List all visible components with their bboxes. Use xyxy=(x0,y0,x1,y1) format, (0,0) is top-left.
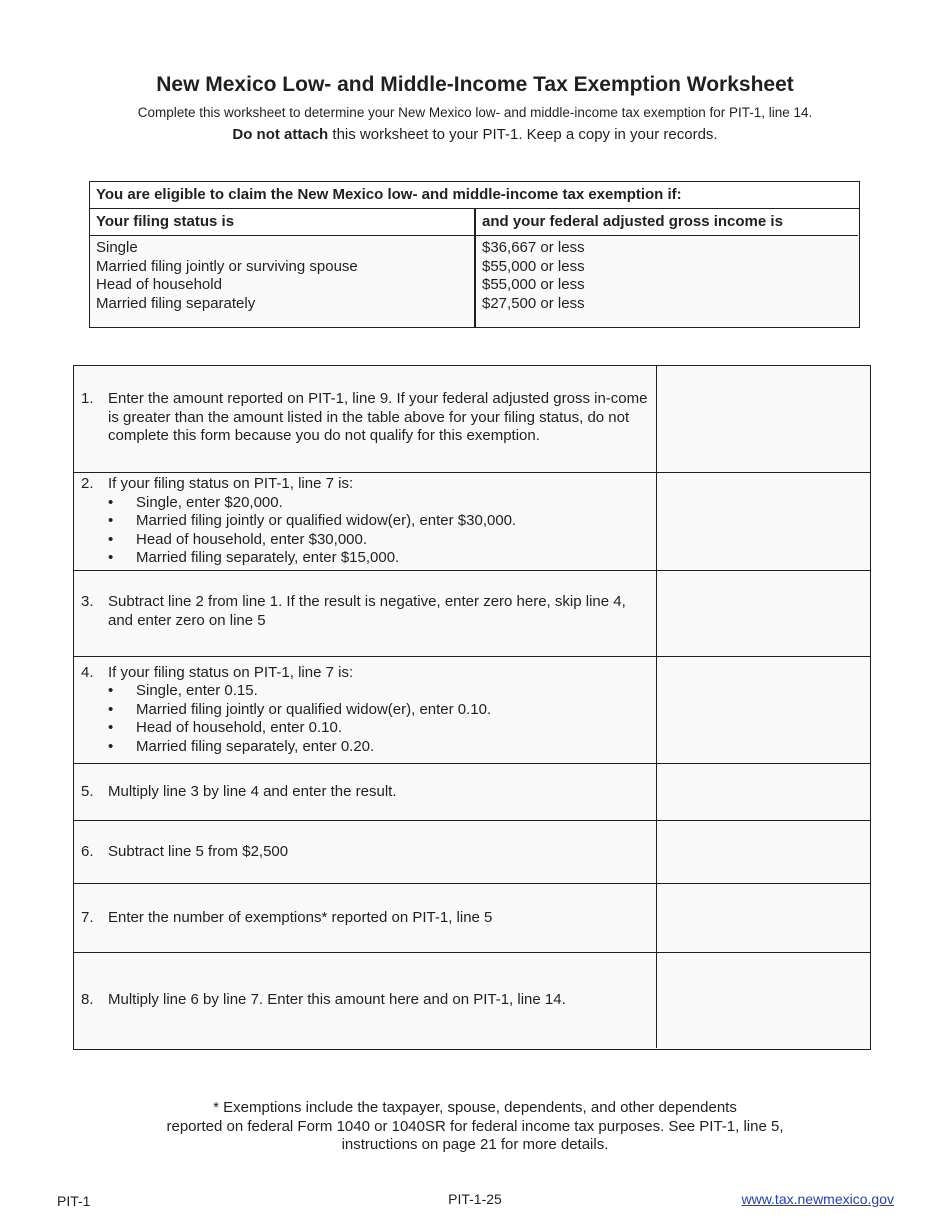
line-6-text-cell xyxy=(74,821,657,883)
footnote-line: * Exemptions include the taxpayer, spouse, dependents, and other dependents xyxy=(213,1099,737,1116)
worksheet-line-3 xyxy=(74,571,870,657)
line-text: Enter the amount reported on PIT-1, line 9. If your federal adjusted gross in-come is greater than the amount listed in the table above for your filing status, do not complete this form because you do not qualify for this exemption. xyxy=(108,390,648,445)
line-2-amount-field[interactable] xyxy=(657,473,870,570)
income-cell: $27,500 or less xyxy=(482,294,585,312)
bullet-text: Married filing jointly or qualified widow(er), enter 0.10. xyxy=(136,700,492,718)
bullet-text: Married filing separately, enter 0.20. xyxy=(136,737,375,755)
bullet-item xyxy=(74,738,656,757)
line-number: 2. xyxy=(81,475,94,493)
bullet-icon: • xyxy=(108,700,114,718)
bullet-text: Head of household, enter $30,000. xyxy=(136,530,368,548)
bullet-item xyxy=(74,549,656,568)
bullet-icon: • xyxy=(108,493,114,511)
line-3-amount-field[interactable] xyxy=(657,571,870,656)
line-text: Multiply line 6 by line 7. Enter this amount here and on PIT-1, line 14. xyxy=(108,991,566,1009)
bullet-icon: • xyxy=(108,512,114,530)
footnote-line: instructions on page 21 for more details. xyxy=(341,1136,609,1154)
attach-note xyxy=(0,126,950,143)
line-text: Enter the number of exemptions* reported on PIT-1, line 5 xyxy=(108,908,493,926)
worksheet-table xyxy=(73,365,871,1050)
bullet-item xyxy=(74,719,656,738)
worksheet-line-6 xyxy=(74,821,870,884)
line-5-amount-field[interactable] xyxy=(657,764,870,820)
bullet-item xyxy=(74,682,656,701)
line-8-text-cell xyxy=(74,953,657,1048)
line-8-amount-field[interactable] xyxy=(657,953,870,1048)
line-4-text-cell xyxy=(74,657,657,763)
bullet-text: Single, enter $20,000. xyxy=(136,493,283,511)
line-2-text-cell xyxy=(74,473,657,570)
form-label: PIT-1 xyxy=(57,1193,91,1209)
bullet-item xyxy=(74,531,656,550)
eligibility-table xyxy=(89,181,860,328)
income-header: and your federal adjusted gross income is xyxy=(476,209,858,236)
worksheet-line-7 xyxy=(74,884,870,953)
bullet-icon: • xyxy=(108,549,114,567)
line-1-text-cell xyxy=(74,366,657,472)
filing-status-cell: Single xyxy=(96,239,138,256)
page-subtitle: Complete this worksheet to determine your New Mexico low- and middle-income tax exemption for PIT-1, line 14. xyxy=(137,105,813,120)
attach-note-bold: Do not attach xyxy=(232,126,329,143)
attach-note-rest: this worksheet to your PIT-1. Keep a copy in your records. xyxy=(328,126,718,143)
bullet-text: Single, enter 0.15. xyxy=(136,682,258,700)
line-number: 5. xyxy=(81,782,94,800)
line-number: 8. xyxy=(81,991,94,1009)
eligibility-heading: You are eligible to claim the New Mexico low- and middle-income tax exemption if: xyxy=(90,182,859,209)
income-cell: $55,000 or less xyxy=(482,276,585,294)
bullet-icon: • xyxy=(108,530,114,548)
bullet-item xyxy=(74,701,656,720)
line-text: Subtract line 2 from line 1. If the result is negative, enter zero here, skip line 4, and enter zero on line 5 xyxy=(108,592,626,629)
bullet-text: Married filing jointly or qualified widow(er), enter $30,000. xyxy=(136,512,517,530)
line-1-amount-field[interactable] xyxy=(657,366,870,472)
worksheet-line-1 xyxy=(74,366,870,473)
income-cell: $36,667 or less xyxy=(482,239,585,256)
filing-status-cell: Married filing separately xyxy=(96,294,256,312)
worksheet-line-8 xyxy=(74,953,870,1048)
bullet-text: Head of household, enter 0.10. xyxy=(136,719,342,737)
page-number: PIT-1-25 xyxy=(448,1191,502,1207)
bullet-icon: • xyxy=(108,719,114,737)
page-title: New Mexico Low- and Middle-Income Tax Exemption Worksheet xyxy=(156,73,794,96)
filing-status-cell: Head of household xyxy=(96,276,222,294)
worksheet-line-2 xyxy=(74,473,870,571)
line-7-text-cell xyxy=(74,884,657,952)
filing-status-cell: Married filing jointly or surviving spouse xyxy=(96,257,358,275)
line-text: Subtract line 5 from $2,500 xyxy=(108,842,289,860)
website-link[interactable]: www.tax.newmexico.gov xyxy=(741,1191,894,1207)
bullet-icon: • xyxy=(108,682,114,700)
line-text: Multiply line 3 by line 4 and enter the result. xyxy=(108,782,397,800)
filing-status-header: Your filing status is xyxy=(90,209,476,236)
line-3-text-cell xyxy=(74,571,657,656)
line-4-amount-field[interactable] xyxy=(657,657,870,763)
income-column xyxy=(476,236,858,327)
exemptions-footnote xyxy=(0,1099,950,1155)
line-number: 6. xyxy=(81,842,94,860)
line-number: 7. xyxy=(81,908,94,926)
bullet-text: Married filing separately, enter $15,000. xyxy=(136,549,400,567)
income-cell: $55,000 or less xyxy=(482,257,585,275)
line-6-amount-field[interactable] xyxy=(657,821,870,883)
filing-status-column xyxy=(90,236,476,327)
line-5-text-cell xyxy=(74,764,657,820)
line-text: If your filing status on PIT-1, line 7 is: xyxy=(108,475,354,493)
line-number: 4. xyxy=(81,663,94,681)
bullet-icon: • xyxy=(108,737,114,755)
footnote-line: reported on federal Form 1040 or 1040SR for federal income tax purposes. See PIT-1, line 5, xyxy=(166,1117,784,1135)
line-number: 3. xyxy=(81,592,94,610)
bullet-item xyxy=(74,512,656,531)
bullet-item xyxy=(74,494,656,513)
worksheet-line-5 xyxy=(74,764,870,821)
line-7-amount-field[interactable] xyxy=(657,884,870,952)
worksheet-line-4 xyxy=(74,657,870,764)
line-text: If your filing status on PIT-1, line 7 is: xyxy=(108,663,354,681)
line-number: 1. xyxy=(81,390,94,408)
